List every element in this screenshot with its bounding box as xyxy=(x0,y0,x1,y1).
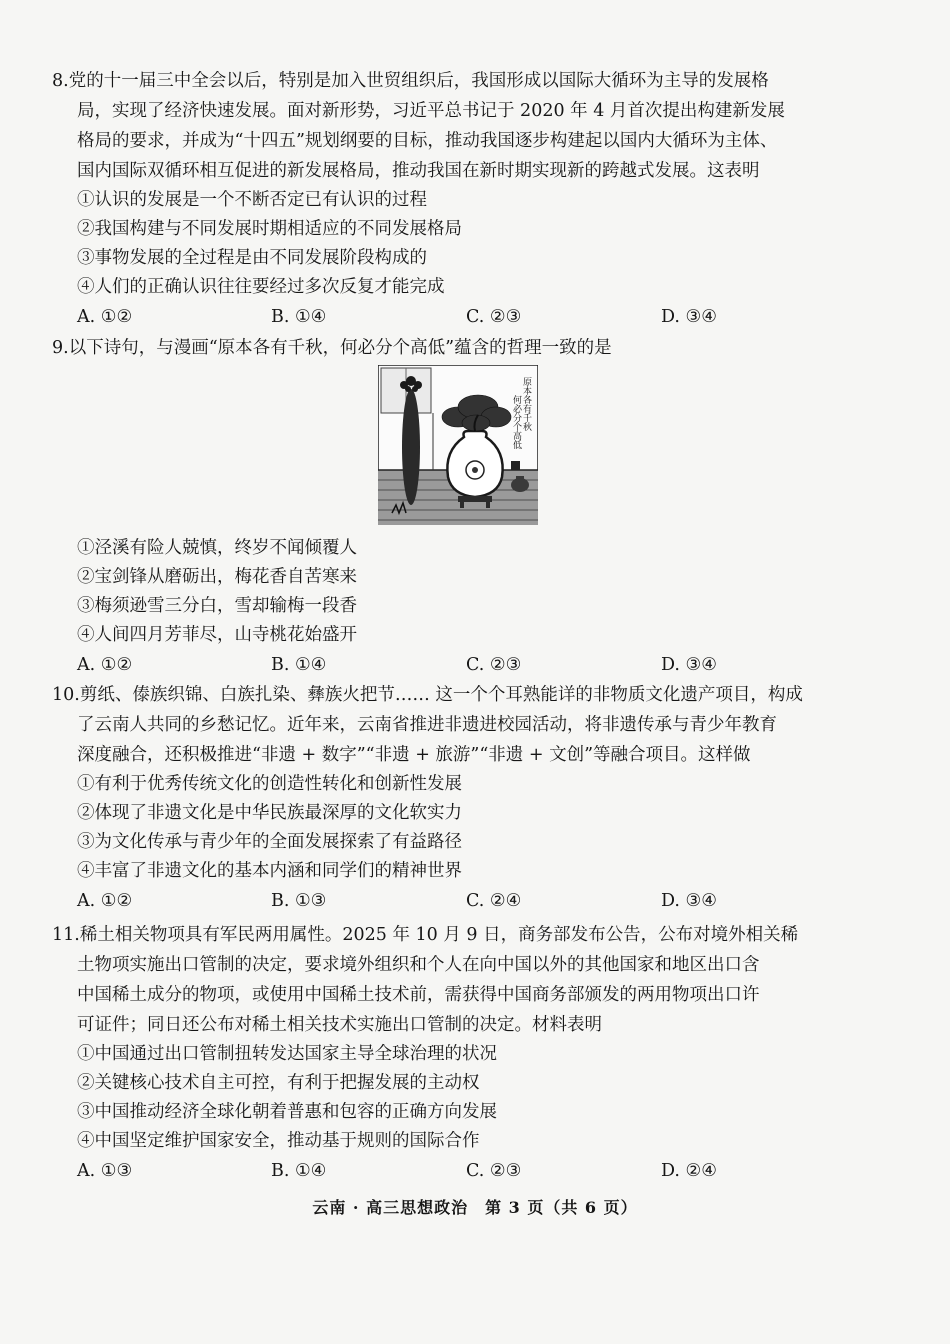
question-stem: 中国稀土成分的物项，或使用中国稀土技术前，需获得中国商务部颁发的两用物项出口许 xyxy=(77,985,760,1005)
cartoon-inscription: 原本各有千秋 xyxy=(521,377,531,431)
statement: ②宝剑锋从磨砺出，梅花香自苦寒来 xyxy=(77,567,357,587)
statement: ④中国坚定维护国家安全，推动基于规则的国际合作 xyxy=(77,1131,480,1151)
answer-option-c[interactable]: C. ②④ xyxy=(466,891,522,911)
statement: ①中国通过出口管制扭转发达国家主导全球治理的状况 xyxy=(77,1044,497,1064)
question-stem: 8.党的十一届三中全会以后，特别是加入世贸组织后，我国形成以国际大循环为主导的发展格 xyxy=(52,71,769,91)
question-stem: 9.以下诗句，与漫画“原本各有千秋，何必分个高低”蕴含的哲理一致的是 xyxy=(52,338,612,358)
answer-options xyxy=(52,886,852,916)
statement: ③中国推动经济全球化朝着普惠和包容的正确方向发展 xyxy=(77,1102,497,1122)
answer-option-c[interactable]: C. ②③ xyxy=(466,307,522,327)
question-stem: 可证件；同日还公布对稀土相关技术实施出口管制的决定。材料表明 xyxy=(77,1015,602,1035)
question-stem: 局，实现了经济快速发展。面对新形势，习近平总书记于 2020 年 4 月首次提出构建新发展 xyxy=(77,101,785,121)
question-stem: 深度融合，还积极推进“非遗 + 数字”“非遗 + 旅游”“非遗 + 文创”等融合项目。这样做 xyxy=(77,745,751,765)
answer-option-c[interactable]: C. ②③ xyxy=(466,655,522,675)
question-stem: 国内国际双循环相互促进的新发展格局，推动我国在新时期实现新的跨越式发展。这表明 xyxy=(77,161,760,181)
cartoon-inscription: 何必分个高低 xyxy=(511,395,521,449)
statement: ②关键核心技术自主可控，有利于把握发展的主动权 xyxy=(77,1073,480,1093)
question-stem: 土物项实施出口管制的决定，要求境外组织和个人在向中国以外的其他国家和地区出口含 xyxy=(77,955,760,975)
answer-option-a[interactable]: A. ①③ xyxy=(77,1161,133,1181)
question-9-options xyxy=(52,534,852,680)
cartoon-image xyxy=(378,365,538,525)
answer-option-b[interactable]: B. ①③ xyxy=(271,891,327,911)
statement: ③事物发展的全过程是由不同发展阶段构成的 xyxy=(77,248,427,268)
statement: ④人们的正确认识往往要经过多次反复才能完成 xyxy=(77,277,445,297)
question-9 xyxy=(52,333,852,363)
answer-option-b[interactable]: B. ①④ xyxy=(271,655,327,675)
answer-option-d[interactable]: D. ②④ xyxy=(661,1161,717,1181)
answer-option-d[interactable]: D. ③④ xyxy=(661,891,717,911)
answer-option-d[interactable]: D. ③④ xyxy=(661,655,717,675)
statement: ④丰富了非遗文化的基本内涵和同学们的精神世界 xyxy=(77,861,462,881)
answer-option-b[interactable]: B. ①④ xyxy=(271,307,327,327)
statement: ③梅须逊雪三分白，雪却输梅一段香 xyxy=(77,596,357,616)
answer-option-a[interactable]: A. ①② xyxy=(77,307,133,327)
statement: ①认识的发展是一个不断否定已有认识的过程 xyxy=(77,190,427,210)
question-stem: 10.剪纸、傣族织锦、白族扎染、彝族火把节…… 这一个个耳熟能详的非物质文化遗产项目，构成 xyxy=(52,685,803,705)
answer-options xyxy=(52,1156,852,1186)
question-8 xyxy=(52,66,852,332)
answer-option-a[interactable]: A. ①② xyxy=(77,891,133,911)
question-number: 11. xyxy=(52,925,80,945)
statement: ②我国构建与不同发展时期相适应的不同发展格局 xyxy=(77,219,462,239)
statement: ②体现了非遗文化是中华民族最深厚的文化软实力 xyxy=(77,803,462,823)
answer-option-a[interactable]: A. ①② xyxy=(77,655,133,675)
question-number: 10. xyxy=(52,685,80,705)
question-number: 9. xyxy=(52,338,69,358)
answer-option-d[interactable]: D. ③④ xyxy=(661,307,717,327)
question-10 xyxy=(52,680,852,916)
answer-option-b[interactable]: B. ①④ xyxy=(271,1161,327,1181)
answer-options xyxy=(52,302,852,332)
statement: ③为文化传承与青少年的全面发展探索了有益路径 xyxy=(77,832,462,852)
statement: ①有利于优秀传统文化的创造性转化和创新性发展 xyxy=(77,774,462,794)
statement: ④人间四月芳菲尽，山寺桃花始盛开 xyxy=(77,625,357,645)
question-number: 8. xyxy=(52,71,69,91)
question-stem: 格局的要求，并成为“十四五”规划纲要的目标，推动我国逐步构建起以国内大循环为主体、 xyxy=(77,131,778,151)
question-stem: 了云南人共同的乡愁记忆。近年来，云南省推进非遗进校园活动，将非遗传承与青少年教育 xyxy=(77,715,777,735)
question-11 xyxy=(52,920,852,1186)
page-footer: 云南 · 高三思想政治 第 3 页（共 6 页） xyxy=(312,1198,638,1217)
statement: ①泾溪有险人兢慎，终岁不闻倾覆人 xyxy=(77,538,357,558)
answer-options xyxy=(52,650,852,680)
answer-option-c[interactable]: C. ②③ xyxy=(466,1161,522,1181)
question-stem: 11.稀土相关物项具有军民两用属性。2025 年 10 月 9 日，商务部发布公告，公布对境外相关稀 xyxy=(52,925,799,945)
